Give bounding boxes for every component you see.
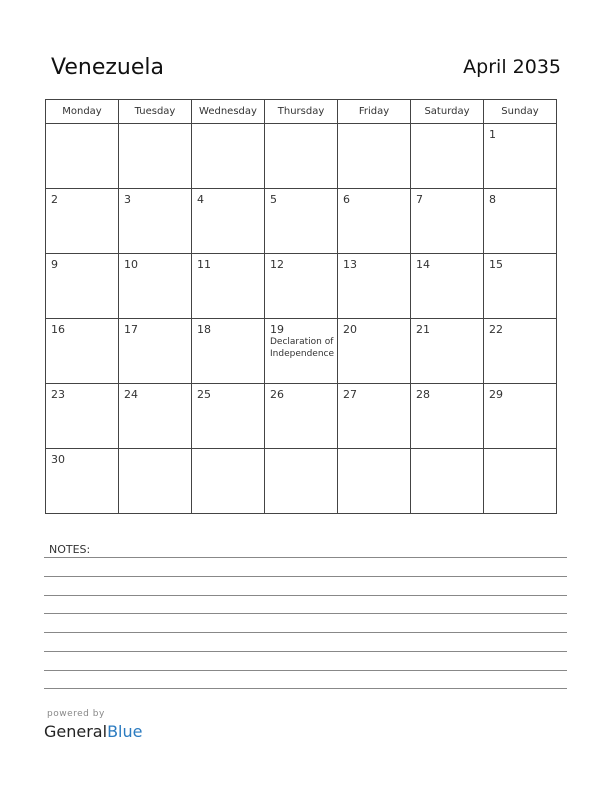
day-cell bbox=[338, 254, 411, 319]
day-number: 3 bbox=[124, 193, 131, 206]
day-number: 1 bbox=[489, 128, 496, 141]
day-number: 6 bbox=[343, 193, 350, 206]
note-line bbox=[44, 688, 567, 689]
day-number: 24 bbox=[124, 388, 138, 401]
day-number: 19 bbox=[270, 323, 284, 336]
day-cell bbox=[338, 124, 411, 189]
weekday-header: Friday bbox=[338, 100, 411, 124]
day-cell bbox=[265, 319, 338, 384]
day-cell bbox=[411, 449, 484, 514]
day-number: 22 bbox=[489, 323, 503, 336]
weekday-header: Sunday bbox=[484, 100, 557, 124]
day-number: 30 bbox=[51, 453, 65, 466]
day-number: 14 bbox=[416, 258, 430, 271]
week-row bbox=[46, 384, 557, 449]
week-row bbox=[46, 319, 557, 384]
weekday-header-row bbox=[46, 100, 557, 124]
week-row bbox=[46, 254, 557, 319]
day-cell bbox=[411, 384, 484, 449]
day-cell bbox=[484, 384, 557, 449]
day-cell bbox=[192, 189, 265, 254]
day-cell bbox=[484, 449, 557, 514]
powered-by-text: powered by bbox=[47, 709, 105, 719]
day-number: 11 bbox=[197, 258, 211, 271]
note-line bbox=[44, 557, 567, 558]
brand-logo bbox=[44, 722, 142, 741]
day-cell bbox=[265, 254, 338, 319]
weekday-header: Saturday bbox=[411, 100, 484, 124]
day-number: 12 bbox=[270, 258, 284, 271]
day-cell bbox=[119, 124, 192, 189]
calendar-body bbox=[46, 124, 557, 514]
day-number: 25 bbox=[197, 388, 211, 401]
week-row bbox=[46, 449, 557, 514]
brand-general: General bbox=[44, 722, 108, 741]
weekday-header: Thursday bbox=[265, 100, 338, 124]
day-cell bbox=[411, 124, 484, 189]
day-number: 8 bbox=[489, 193, 496, 206]
day-cell bbox=[411, 319, 484, 384]
day-number: 9 bbox=[51, 258, 58, 271]
day-cell bbox=[192, 254, 265, 319]
day-cell bbox=[46, 124, 119, 189]
month-year-title: April 2035 bbox=[463, 56, 561, 78]
day-cell bbox=[192, 384, 265, 449]
day-cell bbox=[119, 189, 192, 254]
day-number: 27 bbox=[343, 388, 357, 401]
country-title: Venezuela bbox=[51, 55, 164, 80]
note-line bbox=[44, 651, 567, 652]
note-line bbox=[44, 595, 567, 596]
day-cell bbox=[265, 124, 338, 189]
day-cell bbox=[192, 319, 265, 384]
day-cell bbox=[119, 319, 192, 384]
day-cell bbox=[46, 384, 119, 449]
weekday-header: Tuesday bbox=[119, 100, 192, 124]
day-number: 2 bbox=[51, 193, 58, 206]
day-cell bbox=[411, 189, 484, 254]
day-cell bbox=[338, 384, 411, 449]
day-number: 21 bbox=[416, 323, 430, 336]
day-number: 29 bbox=[489, 388, 503, 401]
day-cell bbox=[265, 449, 338, 514]
day-cell bbox=[119, 384, 192, 449]
day-cell bbox=[265, 384, 338, 449]
day-number: 17 bbox=[124, 323, 138, 336]
day-cell bbox=[411, 254, 484, 319]
calendar-grid bbox=[45, 99, 557, 514]
day-number: 4 bbox=[197, 193, 204, 206]
day-number: 20 bbox=[343, 323, 357, 336]
day-number: 7 bbox=[416, 193, 423, 206]
day-number: 23 bbox=[51, 388, 65, 401]
day-cell bbox=[119, 254, 192, 319]
day-cell bbox=[119, 449, 192, 514]
day-cell bbox=[484, 189, 557, 254]
brand-blue: Blue bbox=[107, 722, 143, 741]
day-cell bbox=[338, 189, 411, 254]
day-number: 15 bbox=[489, 258, 503, 271]
week-row bbox=[46, 124, 557, 189]
day-cell bbox=[484, 124, 557, 189]
week-row bbox=[46, 189, 557, 254]
weekday-header: Monday bbox=[46, 100, 119, 124]
day-cell bbox=[265, 189, 338, 254]
day-cell bbox=[46, 449, 119, 514]
day-number: 28 bbox=[416, 388, 430, 401]
day-number: 5 bbox=[270, 193, 277, 206]
day-cell bbox=[484, 254, 557, 319]
day-cell bbox=[338, 319, 411, 384]
note-line bbox=[44, 632, 567, 633]
day-cell bbox=[192, 449, 265, 514]
note-line bbox=[44, 670, 567, 671]
note-line bbox=[44, 576, 567, 577]
day-number: 13 bbox=[343, 258, 357, 271]
day-number: 16 bbox=[51, 323, 65, 336]
note-line bbox=[44, 613, 567, 614]
weekday-header: Wednesday bbox=[192, 100, 265, 124]
day-cell bbox=[46, 254, 119, 319]
day-number: 18 bbox=[197, 323, 211, 336]
holiday-label: Declaration of Independence bbox=[270, 337, 335, 359]
day-cell bbox=[484, 319, 557, 384]
day-number: 26 bbox=[270, 388, 284, 401]
notes-label: NOTES: bbox=[49, 543, 91, 556]
day-number: 10 bbox=[124, 258, 138, 271]
day-cell bbox=[338, 449, 411, 514]
day-cell bbox=[46, 319, 119, 384]
day-cell bbox=[192, 124, 265, 189]
day-cell bbox=[46, 189, 119, 254]
